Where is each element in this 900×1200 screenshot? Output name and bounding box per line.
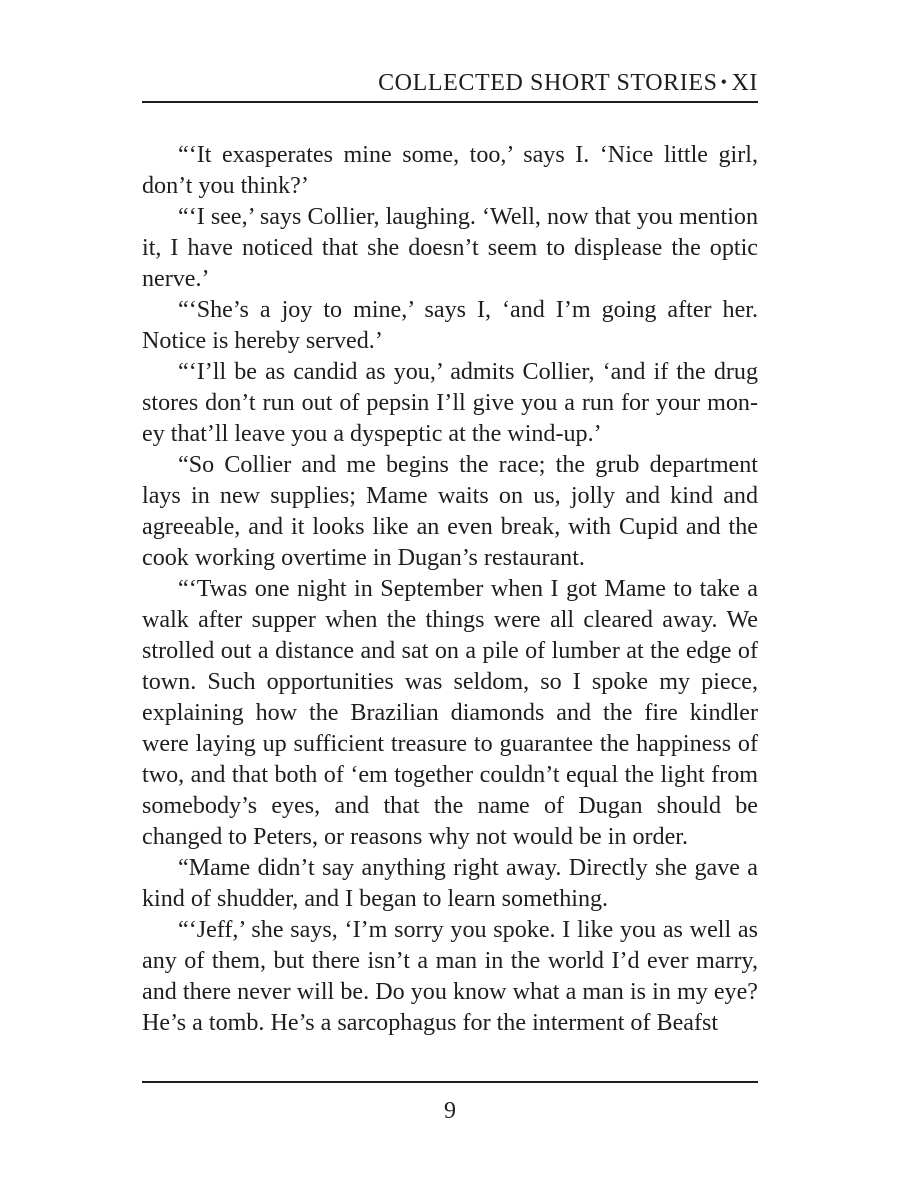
paragraph: “So Collier and me begins the race; the grub department lays in new supplies; Mame waits on us, jolly and kind and agreeable, and it looks like an even break, with Cupid and the cook working overtime in Dugan’s restaurant. [142, 452, 758, 571]
story-text [142, 140, 758, 1039]
paragraph: “‘She’s a joy to mine,’ says I, ‘and I’m going after her. Notice is hereby served.’ [142, 297, 758, 354]
header-rule [142, 101, 758, 103]
paragraph: “Mame didn’t say anything right away. Directly she gave a kind of shudder, and I began to learn something. [142, 855, 758, 912]
running-header [142, 66, 758, 99]
paragraph: “‘Twas one night in September when I got Mame to take a walk after supper when the things were all cleared away. We strolled out a distance and sat on a pile of lumber at the edge of town. Such opportunities was seldom, so I spoke my piece, explaining how the Brazilian diamonds and the fire kindler were laying up sufficient treasure to guarantee the happiness of two, and that both of ‘em together couldn’t equal the light from somebody’s eyes, and that the name of Dugan should be changed to Peters, or reasons why not would be in order. [142, 576, 758, 850]
footer-rule [142, 1081, 758, 1083]
volume-number: XI [731, 70, 758, 96]
paragraph: “‘I see,’ says Collier, laughing. ‘Well, now that you mention it, I have noticed that she doesn’t seem to displease the optic nerve.’ [142, 204, 758, 292]
page-number: 9 [444, 1098, 456, 1124]
paragraph: “‘It exasperates mine some, too,’ says I. ‘Nice little girl, don’t you think?’ [142, 142, 758, 199]
header-bullet: • [720, 72, 728, 92]
paragraph: “‘Jeff,’ she says, ‘I’m sorry you spoke. I like you as well as any of them, but there isn’t a man in the world I’d ever marry, and there never will be. Do you know what a man is in my eye? He’s a tomb. He’s a sarcophagus for the interment of Beafst [142, 917, 758, 1036]
paragraph: “‘I’ll be as candid as you,’ admits Collier, ‘and if the drug stores don’t run out of pepsin I’ll give you a run for your mon-ey that’ll leave you a dyspeptic at the wind-up.’ [142, 359, 758, 447]
book-title: COLLECTED SHORT STORIES [378, 70, 718, 96]
